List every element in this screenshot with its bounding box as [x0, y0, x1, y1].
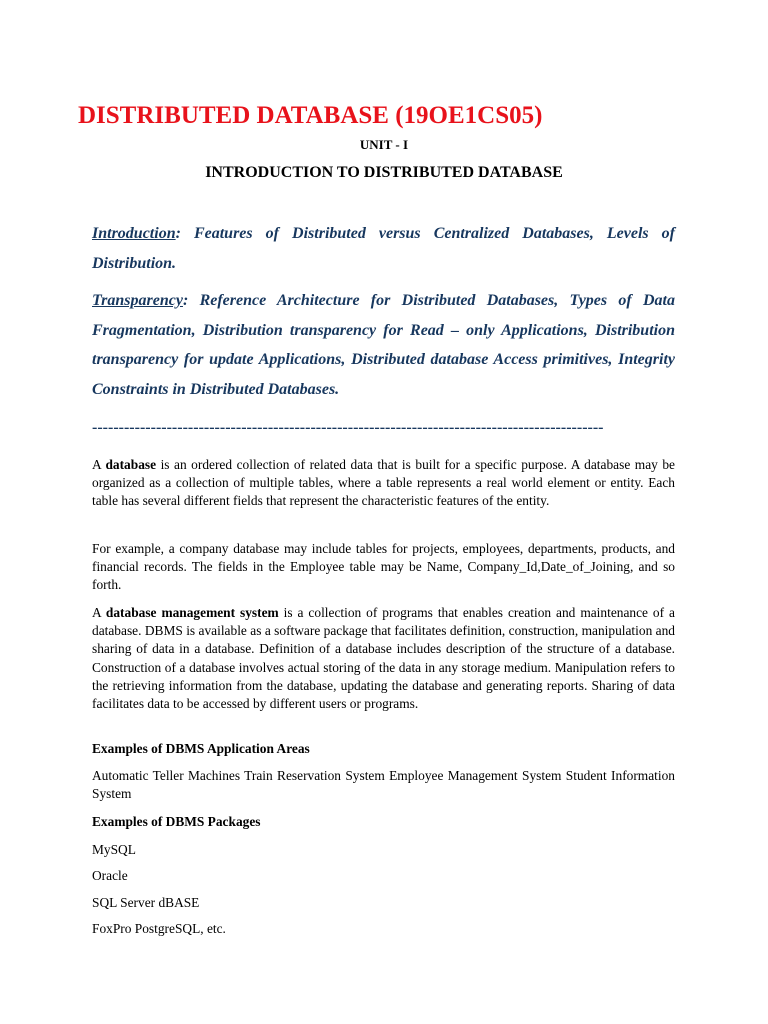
syllabus-topic-label: Transparency — [92, 292, 183, 309]
paragraph-example: For example, a company database may include tables for projects, employees, departments, products, and financial records. The fields in the Employee table may be Name, Company_Id,Date_of_Joining, and so forth. — [92, 541, 675, 593]
paragraph-dbms-definition — [92, 604, 675, 713]
paragraph-lead: A — [92, 605, 106, 620]
paragraph-text: is an ordered collection of related data that is built for a specific purpose. A database may be organized as a collection of multiple tables, where a table represents a real world element or entity. Each table has several different fields that represent the characteristic features of the entity. — [92, 457, 675, 509]
unit-label: UNIT - I — [359, 137, 409, 152]
section-divider: ------------------------------------------------------------------------------------------------ — [92, 419, 604, 436]
package-item: FoxPro PostgreSQL, etc. — [92, 921, 226, 936]
application-areas-heading: Examples of DBMS Application Areas — [92, 741, 310, 756]
paragraph-lead: A — [92, 457, 106, 472]
syllabus-topic-label: Introduction — [92, 225, 176, 242]
application-areas-text: Automatic Teller Machines Train Reservation System Employee Management System Student Information System — [92, 768, 675, 802]
package-item: MySQL — [92, 842, 136, 857]
packages-heading: Examples of DBMS Packages — [92, 814, 261, 829]
paragraph-database-definition — [92, 456, 675, 511]
paragraph-key-term: database management system — [105, 605, 279, 620]
syllabus-transparency — [92, 286, 675, 404]
chapter-heading: INTRODUCTION TO DISTRIBUTED DATABASE — [205, 164, 563, 181]
package-item: Oracle — [92, 868, 128, 883]
paragraph-key-term: database — [105, 457, 157, 472]
syllabus-introduction — [92, 219, 675, 278]
syllabus-topic-text: : Features of Distributed versus Centralized Databases, Levels of Distribution. — [92, 225, 675, 272]
document-title: DISTRIBUTED DATABASE (19OE1CS05) — [78, 102, 543, 129]
package-item: SQL Server dBASE — [92, 895, 200, 910]
paragraph-text: is a collection of programs that enables creation and maintenance of a database. DBMS is available as a software package that facilitates definition, construction, manipulation and sharing of data in a database. Definition of a database includes description of the structure of a database. Construction of a database involves actual storing of the data in any storage medium. Manipulation refers to the retrieving information from the database, updating the database and generating reports. Sharing of data facilitates data to be accessed by different users or programs. — [92, 605, 675, 712]
syllabus-topic-text: : Reference Architecture for Distributed Databases, Types of Data Fragmentation, Distribution transparency for Read – only Applications, Distribution transparency for update Applications, Distributed database Access primitives, Integrity Constraints in Distributed Databases. — [92, 292, 675, 398]
